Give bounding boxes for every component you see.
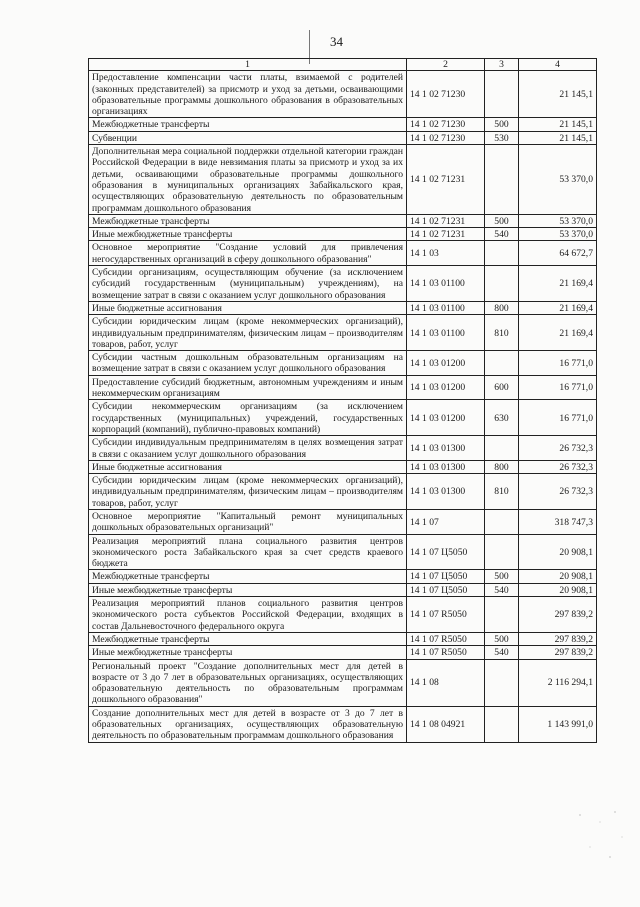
table-row	[89, 241, 597, 266]
table-row	[89, 534, 597, 570]
row-type-cell: 600	[485, 375, 519, 400]
table-row	[89, 597, 597, 633]
row-name-cell: Дополнительная мера социальной поддержки отдельной категории граждан Российской Федерации в виде невзимания платы за присмотр и уход за их детьми, осваивающими образовательные программы дошкольного образования в муниципальных организациях Забайкальского края, осуществляющих образовательную деятельность по образовательным программам дошкольного образования	[89, 145, 407, 215]
row-name-cell: Основное мероприятие "Капитальный ремонт муниципальных дошкольных образовательных организаций"	[89, 509, 407, 534]
table-row	[89, 214, 597, 227]
row-name-cell: Реализация мероприятий планов социального развития центров экономического роста субъектов Российской Федерации, входящих в состав Дальневосточного федерального округа	[89, 597, 407, 633]
table-row	[89, 509, 597, 534]
row-code-cell: 14 1 03 01300	[407, 436, 485, 461]
table-row	[89, 315, 597, 351]
row-sum-cell: 16 771,0	[519, 400, 597, 436]
row-code-cell: 14 1 03 01100	[407, 315, 485, 351]
row-type-cell: 800	[485, 460, 519, 473]
row-type-cell	[485, 145, 519, 215]
row-sum-cell: 21 169,4	[519, 266, 597, 302]
row-name-cell: Субсидии частным дошкольным образовательным организациям на возмещение затрат в связи с оказанием услуг дошкольного образования	[89, 351, 407, 376]
table-header-row	[89, 59, 597, 71]
row-sum-cell: 53 370,0	[519, 228, 597, 241]
row-name-cell: Субсидии организациям, осуществляющим обучение (за исключением субсидий государственным (муниципальным) учреждениям), на возмещение затрат в связи с оказанием услуг дошкольного образования	[89, 266, 407, 302]
row-code-cell: 14 1 07	[407, 509, 485, 534]
row-name-cell: Иные межбюджетные трансферты	[89, 228, 407, 241]
table-row	[89, 436, 597, 461]
row-code-cell: 14 1 02 71231	[407, 228, 485, 241]
column-header-name: 1	[89, 59, 407, 71]
row-code-cell: 14 1 02 71230	[407, 131, 485, 144]
table-row	[89, 659, 597, 706]
row-name-cell: Иные межбюджетные трансферты	[89, 646, 407, 659]
page-number: 34	[330, 34, 343, 49]
row-code-cell: 14 1 03 01200	[407, 400, 485, 436]
table-row	[89, 71, 597, 118]
column-header-type: 3	[485, 59, 519, 71]
row-code-cell: 14 1 03 01100	[407, 301, 485, 314]
budget-table	[88, 58, 597, 743]
row-type-cell: 540	[485, 646, 519, 659]
row-code-cell: 14 1 07 Ц5050	[407, 583, 485, 596]
row-sum-cell: 21 145,1	[519, 131, 597, 144]
row-type-cell: 540	[485, 228, 519, 241]
table-row	[89, 228, 597, 241]
row-type-cell: 810	[485, 474, 519, 510]
row-type-cell	[485, 659, 519, 706]
table-row	[89, 351, 597, 376]
table-row	[89, 632, 597, 645]
row-code-cell: 14 1 03 01200	[407, 351, 485, 376]
row-type-cell	[485, 509, 519, 534]
row-type-cell: 800	[485, 301, 519, 314]
row-code-cell: 14 1 07 R5050	[407, 597, 485, 633]
table-row	[89, 460, 597, 473]
row-code-cell: 14 1 08	[407, 659, 485, 706]
column-header-code: 2	[407, 59, 485, 71]
row-code-cell: 14 1 03 01300	[407, 460, 485, 473]
row-name-cell: Региональный проект "Создание дополнительных мест для детей в возрасте от 3 до 7 лет в образовательных организациях, осуществляющих образовательную деятельность по образовательным программам дошкольного образования"	[89, 659, 407, 706]
row-name-cell: Межбюджетные трансферты	[89, 632, 407, 645]
row-sum-cell: 1 143 991,0	[519, 706, 597, 742]
scan-noise-specks	[570, 807, 630, 867]
row-name-cell: Предоставление субсидий бюджетным, автономным учреждениям и иным некоммерческим организациям	[89, 375, 407, 400]
table-row	[89, 301, 597, 314]
row-name-cell: Реализация мероприятий плана социального развития центров экономического роста Забайкальского края за счет средств краевого бюджета	[89, 534, 407, 570]
row-name-cell: Предоставление компенсации части платы, взимаемой с родителей (законных представителей) за присмотр и уход за детьми, осваивающими образовательные программы дошкольного образования в образовательных организациях	[89, 71, 407, 118]
row-sum-cell: 20 908,1	[519, 583, 597, 596]
row-name-cell: Создание дополнительных мест для детей в возрасте от 3 до 7 лет в образовательных организациях, осуществляющих образовательную деятельность по образовательным программам дошкольного образования	[89, 706, 407, 742]
table-row	[89, 131, 597, 144]
row-code-cell: 14 1 02 71231	[407, 145, 485, 215]
row-sum-cell: 21 145,1	[519, 118, 597, 131]
row-code-cell: 14 1 08 04921	[407, 706, 485, 742]
row-type-cell: 500	[485, 118, 519, 131]
row-type-cell: 810	[485, 315, 519, 351]
row-sum-cell: 20 908,1	[519, 570, 597, 583]
table-row	[89, 706, 597, 742]
row-sum-cell: 20 908,1	[519, 534, 597, 570]
row-code-cell: 14 1 07 R5050	[407, 646, 485, 659]
row-type-cell: 500	[485, 632, 519, 645]
row-code-cell: 14 1 03 01300	[407, 474, 485, 510]
row-sum-cell: 16 771,0	[519, 351, 597, 376]
table-row	[89, 266, 597, 302]
row-type-cell: 630	[485, 400, 519, 436]
row-code-cell: 14 1 03 01100	[407, 266, 485, 302]
row-type-cell: 500	[485, 214, 519, 227]
row-name-cell: Иные бюджетные ассигнования	[89, 301, 407, 314]
row-sum-cell: 2 116 294,1	[519, 659, 597, 706]
row-type-cell	[485, 534, 519, 570]
row-name-cell: Субвенции	[89, 131, 407, 144]
row-type-cell	[485, 436, 519, 461]
row-sum-cell: 26 732,3	[519, 460, 597, 473]
table-row	[89, 474, 597, 510]
row-code-cell: 14 1 07 Ц5050	[407, 534, 485, 570]
row-sum-cell: 53 370,0	[519, 214, 597, 227]
row-type-cell: 500	[485, 570, 519, 583]
table-row	[89, 570, 597, 583]
table-row	[89, 583, 597, 596]
row-name-cell: Иные межбюджетные трансферты	[89, 583, 407, 596]
row-sum-cell: 21 145,1	[519, 71, 597, 118]
row-code-cell: 14 1 02 71231	[407, 214, 485, 227]
row-name-cell: Иные бюджетные ассигнования	[89, 460, 407, 473]
row-sum-cell: 53 370,0	[519, 145, 597, 215]
row-name-cell: Субсидии юридическим лицам (кроме некоммерческих организаций), индивидуальным предпринимателям, физическим лицам – производителям товаров, работ, услуг	[89, 474, 407, 510]
column-header-sum: 4	[519, 59, 597, 71]
row-code-cell: 14 1 02 71230	[407, 118, 485, 131]
row-sum-cell: 26 732,3	[519, 474, 597, 510]
row-name-cell: Межбюджетные трансферты	[89, 118, 407, 131]
row-name-cell: Межбюджетные трансферты	[89, 214, 407, 227]
row-type-cell	[485, 706, 519, 742]
row-code-cell: 14 1 03	[407, 241, 485, 266]
row-code-cell: 14 1 07 Ц5050	[407, 570, 485, 583]
row-type-cell	[485, 351, 519, 376]
row-name-cell: Субсидии юридическим лицам (кроме некоммерческих организаций), индивидуальным предпринимателям, физическим лицам – производителям товаров, работ, услуг	[89, 315, 407, 351]
table-row	[89, 145, 597, 215]
row-code-cell: 14 1 02 71230	[407, 71, 485, 118]
table-row	[89, 646, 597, 659]
table-row	[89, 118, 597, 131]
row-sum-cell: 297 839,2	[519, 632, 597, 645]
row-sum-cell: 21 169,4	[519, 301, 597, 314]
row-type-cell	[485, 241, 519, 266]
row-name-cell: Межбюджетные трансферты	[89, 570, 407, 583]
row-code-cell: 14 1 03 01200	[407, 375, 485, 400]
table-row	[89, 400, 597, 436]
row-type-cell	[485, 71, 519, 118]
table-row	[89, 375, 597, 400]
row-name-cell: Субсидии некоммерческим организациям (за исключением государственных (муниципальных) учреждений, государственных корпораций (компаний), публично-правовых компаний)	[89, 400, 407, 436]
row-name-cell: Субсидии индивидуальным предпринимателям в целях возмещения затрат в связи с оказанием услуг дошкольного образования	[89, 436, 407, 461]
row-sum-cell: 297 839,2	[519, 646, 597, 659]
row-sum-cell: 64 672,7	[519, 241, 597, 266]
row-name-cell: Основное мероприятие "Создание условий для привлечения негосударственных организаций в сферу дошкольного образования"	[89, 241, 407, 266]
row-type-cell: 530	[485, 131, 519, 144]
row-sum-cell: 16 771,0	[519, 375, 597, 400]
row-type-cell	[485, 266, 519, 302]
row-sum-cell: 26 732,3	[519, 436, 597, 461]
row-code-cell: 14 1 07 R5050	[407, 632, 485, 645]
row-type-cell: 540	[485, 583, 519, 596]
row-sum-cell: 297 839,2	[519, 597, 597, 633]
row-sum-cell: 318 747,3	[519, 509, 597, 534]
row-sum-cell: 21 169,4	[519, 315, 597, 351]
row-type-cell	[485, 597, 519, 633]
